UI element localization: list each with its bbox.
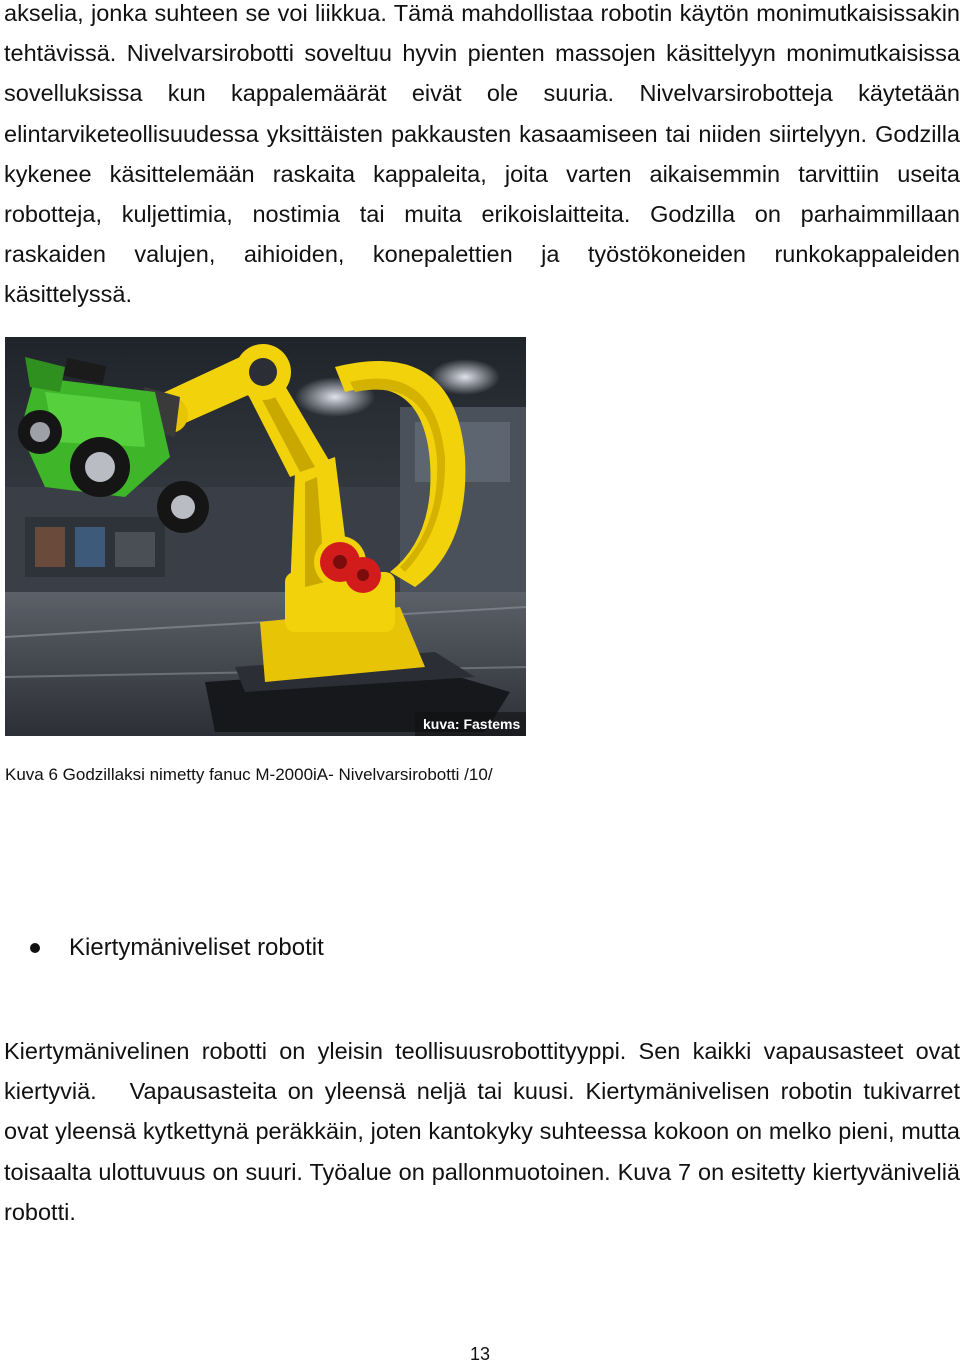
page-number: 13	[469, 1344, 491, 1364]
section-heading: Kiertymäniveliset robotit	[69, 934, 324, 961]
paragraph-1-sentence-a: akselia, jonka suhteen se voi liikkua. Tämä mahdollistaa robotin käytön monimutkaisissakin tehtävissä. Nivelvarsirobotti soveltuu hyvin pienten massojen käsittelyyn monimutkaisissa sovelluksissa kun kappalemäärät eivät ole suuria. Nivelvarsirobotteja käytetään elintarviketeollisuudessa yksittäisten pakkausten kasaamiseen tai niiden siirtelyyn.	[4, 0, 960, 147]
paragraph-2-sentence-b: Vapausasteita on yleensä neljä tai kuusi. Kiertymänivelisen robotin tukivarret ovat yleensä kytkettynä peräkkäin, joten kantokyky suhteessa kokoon on melko pieni, mutta toisaalta ulottuvuus on suuri. Työalue on pallonmuotoinen. Kuva 7 on esitetty kiertyväniveliä robotti.	[4, 1078, 960, 1225]
robot-photo	[5, 337, 526, 736]
bullet-icon	[30, 943, 40, 953]
godzilla-robot-illustration	[5, 337, 526, 736]
bullet-list-item	[0, 930, 960, 966]
paragraph-2-sentence-a: Kiertymänivelinen robotti on yleisin teollisuusrobottityyppi. Sen kaikki vapausasteet ovat kiertyviä.	[4, 1038, 960, 1105]
body-paragraph-2	[4, 1031, 960, 1232]
figure-caption: Kuva 6 Godzillaksi nimetty fanuc M-2000iA- Nivelvarsirobotti /10/	[5, 765, 493, 784]
paragraph-1-sentence-b: Godzilla kykenee käsittelemään raskaita kappaleita, joita varten aikaisemmin tarvittiin useita robotteja, kuljettimia, nostimia tai muita erikoislaitteita. Godzilla on parhaimmillaan raskaiden valujen, aihioiden, konepalettien ja työstökoneiden runkokappaleiden käsittelyssä.	[4, 120, 960, 308]
photo-watermark: kuva: Fastems	[423, 716, 521, 732]
body-paragraph-1	[4, 0, 960, 315]
